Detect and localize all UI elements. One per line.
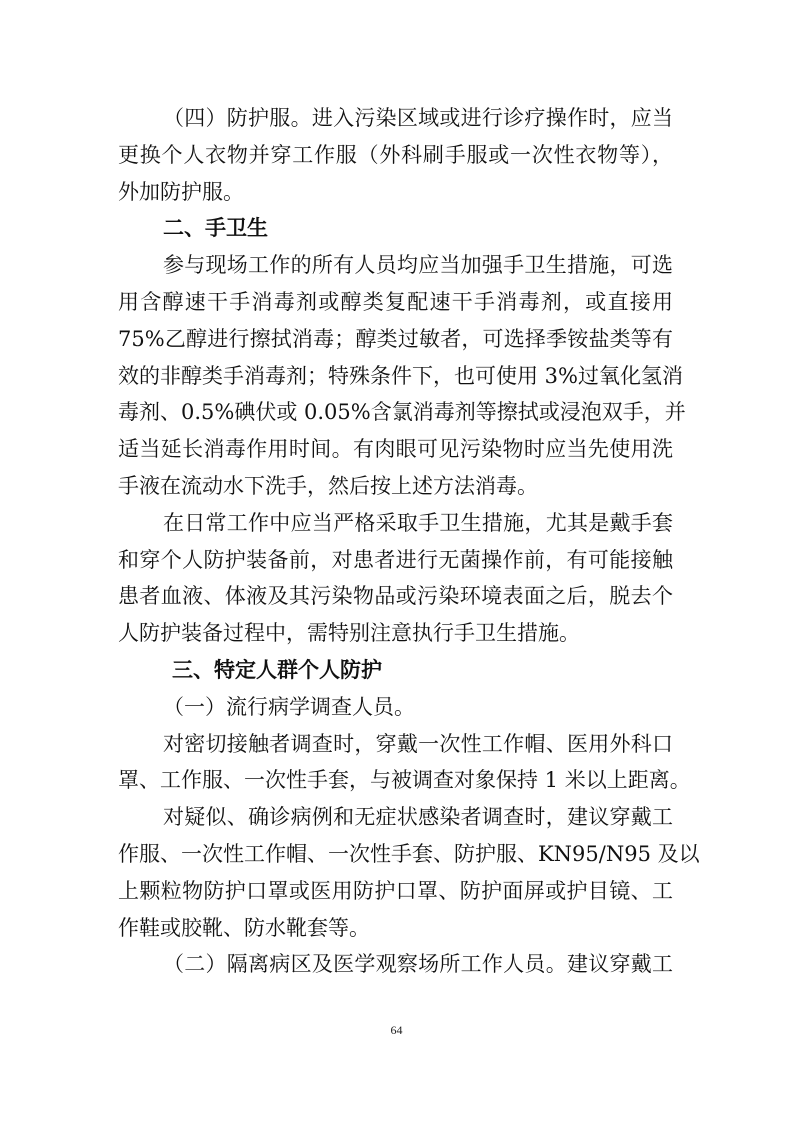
text-line-content: 用含醇速干手消毒剂或醇类复配速干手消毒剂，或直接用 <box>118 290 673 314</box>
text-line-content: 三、特定人群个人防护 <box>172 658 382 682</box>
text-line-content: 罩、工作服、一次性手套，与被调查对象保持 1 米以上距离。 <box>118 768 691 793</box>
text-line <box>0 762 793 798</box>
text-line-content: 在日常工作中应当严格采取手卫生措施，尤其是戴手套 <box>163 510 673 535</box>
text-line-content: 对疑似、确诊病例和无症状感染者调查时，建议穿戴工 <box>163 805 673 830</box>
text-line-content: 适当延长消毒作用时间。有肉眼可见污染物时应当先使用洗 <box>118 437 673 462</box>
text-line <box>0 100 793 136</box>
text-line <box>0 799 793 835</box>
text-line-content: 人防护装备过程中，需特别注意执行手卫生措施。 <box>118 621 580 646</box>
text-line-content: 上颗粒物防护口罩或医用防护口罩、防护面屏或护目镜、工 <box>118 878 673 903</box>
text-line <box>0 358 793 394</box>
text-line-content: 75%乙醇进行擦拭消毒；醇类过敏者，可选择季铵盐类等有 <box>118 326 673 351</box>
text-line-content: 更换个人衣物并穿工作服（外科刷手服或一次性衣物等）， <box>118 142 673 167</box>
text-line <box>0 615 793 651</box>
text-line-content: 和穿个人防护装备前，对患者进行无菌操作前，有可能接触 <box>118 547 673 572</box>
text-line-content: 参与现场工作的所有人员均应当加强手卫生措施，可选 <box>163 253 673 278</box>
text-line-content: 作服、一次性工作帽、一次性手套、防护服、KN95/N95 及以 <box>118 842 700 866</box>
text-line-content: 患者血液、体液及其污染物品或污染环境表面之后，脱去个 <box>118 584 673 609</box>
text-line-content: （一）流行病学调查人员。 <box>163 694 415 719</box>
text-line <box>0 174 793 210</box>
text-line-content: 外加防护服。 <box>118 179 244 204</box>
text-line <box>0 910 793 946</box>
text-line <box>0 578 793 614</box>
text-line <box>0 505 793 541</box>
text-line <box>0 542 793 578</box>
text-line <box>0 247 793 283</box>
text-line-content: （四）防护服。进入污染区域或进行诊疗操作时，应当 <box>163 106 673 130</box>
text-line-content: 对密切接触者调查时，穿戴一次性工作帽、医用外科口 <box>163 731 673 756</box>
text-line <box>0 873 793 909</box>
text-line <box>0 137 793 173</box>
page-number: 64 <box>390 1023 403 1037</box>
text-line-content: 毒剂、0.5%碘伏或 0.05%含氯消毒剂等擦拭或浸泡双手，并 <box>118 400 686 425</box>
section-heading <box>0 652 793 688</box>
text-line <box>0 394 793 430</box>
text-line-content: 作鞋或胶靴、防水靴套等。 <box>118 915 370 940</box>
text-line-content: 二、手卫生 <box>163 216 268 241</box>
text-line-content: （二）隔离病区及医学观察场所工作人员。建议穿戴工 <box>163 952 673 977</box>
text-line <box>0 726 793 762</box>
text-line <box>0 431 793 467</box>
text-line-content: 效的非醇类手消毒剂；特殊条件下，也可使用 3%过氧化氢消 <box>118 363 683 388</box>
text-line <box>0 468 793 504</box>
text-line-content: 手液在流动水下洗手，然后按上述方法消毒。 <box>118 474 538 498</box>
text-line <box>0 836 793 872</box>
text-line <box>0 321 793 357</box>
text-line <box>0 946 793 982</box>
section-heading <box>0 210 793 246</box>
text-line <box>0 284 793 320</box>
subsection-heading <box>0 689 793 725</box>
